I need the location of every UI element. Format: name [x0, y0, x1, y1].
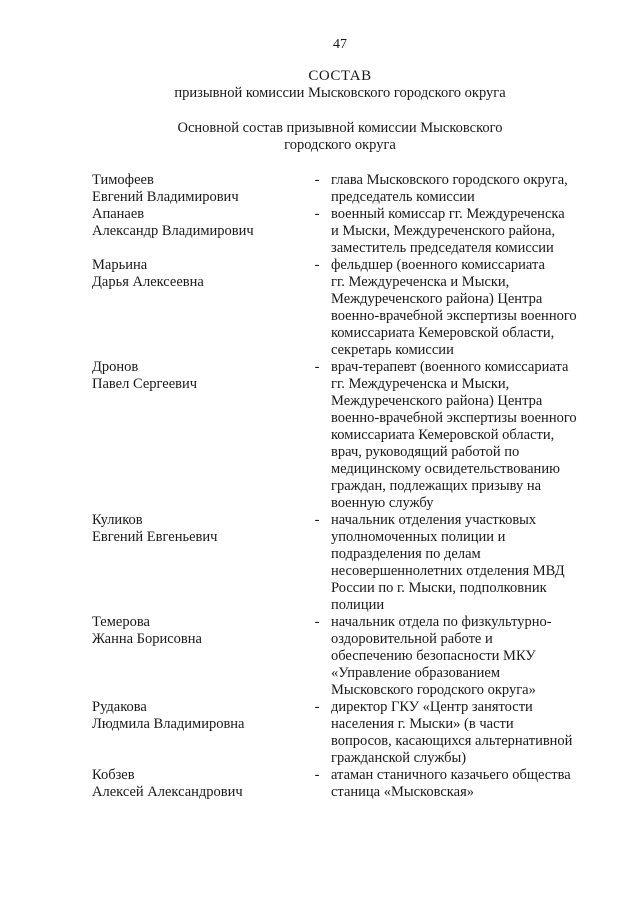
member-role-line: обеспечению безопасности МКУ — [331, 648, 536, 664]
commission-members-list — [92, 172, 612, 801]
member-role-line: Мысковского городского округа» — [331, 682, 536, 698]
member-role-line: военную службу — [331, 495, 434, 511]
member-role-line: полиции — [331, 597, 385, 613]
member-name-line: Марьина — [92, 257, 148, 273]
member-name — [92, 359, 307, 512]
member-role-line: «Управление образованием — [331, 665, 501, 681]
member-role-line: врач, руководящий работой по — [331, 444, 520, 460]
member-entry — [92, 172, 612, 206]
member-role — [327, 614, 612, 699]
member-name — [92, 206, 307, 257]
member-role — [327, 699, 612, 767]
dash-separator: - — [314, 206, 320, 222]
member-name — [92, 512, 307, 614]
member-role-line: гражданской службы) — [331, 750, 467, 766]
member-role — [327, 257, 612, 359]
page-number: 47 — [333, 37, 347, 52]
member-entry — [92, 206, 612, 257]
member-role-line: медицинскому освидетельствованию — [331, 461, 560, 477]
member-role-line: гг. Междуреченска и Мыски, — [331, 376, 510, 392]
member-role-line: комиссариата Кемеровской области, — [331, 325, 555, 341]
document-title: СОСТАВ — [308, 68, 372, 84]
member-name — [92, 767, 307, 801]
member-role-line: вопросов, касающихся альтернативной — [331, 733, 573, 749]
member-role-line: начальник отдела по физкультурно- — [331, 614, 552, 630]
member-role-line: комиссариата Кемеровской области, — [331, 427, 555, 443]
section-heading — [0, 120, 640, 154]
member-entry — [92, 359, 612, 512]
member-role-line: секретарь комиссии — [331, 342, 454, 358]
member-name-line: Дарья Алексеевна — [92, 274, 204, 290]
member-role-line: врач-терапевт (военного комиссариата — [331, 359, 569, 375]
member-name-line: Людмила Владимировна — [92, 716, 245, 732]
member-name-line: Дронов — [92, 359, 139, 375]
member-name — [92, 172, 307, 206]
member-name-line: Евгений Владимирович — [92, 189, 239, 205]
member-name — [92, 614, 307, 699]
member-role — [327, 172, 612, 206]
member-role — [327, 359, 612, 512]
member-role-line: гг. Междуреченска и Мыски, — [331, 274, 510, 290]
member-name-line: Павел Сергеевич — [92, 376, 198, 392]
member-role-line: станица «Мысковская» — [331, 784, 474, 800]
member-role-line: и Мыски, Междуреченского района, — [331, 223, 556, 239]
member-name-line: Темерова — [92, 614, 150, 630]
member-role-line: заместитель председателя комиссии — [331, 240, 554, 256]
member-role-line: начальник отделения участковых — [331, 512, 537, 528]
dash-separator: - — [314, 767, 320, 783]
member-name — [92, 699, 307, 767]
member-name-line: Тимофеев — [92, 172, 154, 188]
dash-separator: - — [314, 257, 320, 273]
dash-separator: - — [314, 699, 320, 715]
member-name-line: Апанаев — [92, 206, 145, 222]
member-name-line: Кобзев — [92, 767, 135, 783]
member-role-line: несовершеннолетних отделения МВД — [331, 563, 565, 579]
member-name-line: Александр Владимирович — [92, 223, 254, 239]
member-role-line: фельдшер (военного комиссариата — [331, 257, 545, 273]
section-heading-line: городского округа — [284, 137, 396, 153]
member-role-line: Междуреченского района) Центра — [331, 291, 543, 307]
member-role — [327, 767, 612, 801]
dash-separator: - — [314, 172, 320, 188]
member-name-line: Алексей Александрович — [92, 784, 243, 800]
member-role-line: военный комиссар гг. Междуреченска — [331, 206, 565, 222]
document-subtitle: призывной комиссии Мысковского городского округа — [174, 85, 506, 101]
member-role-line: глава Мысковского городского округа, — [331, 172, 568, 188]
member-entry — [92, 699, 612, 767]
member-role-line: председатель комиссии — [331, 189, 475, 205]
dash-separator: - — [314, 614, 320, 630]
member-entry — [92, 614, 612, 699]
member-entry — [92, 767, 612, 801]
member-role-line: граждан, подлежащих призыву на — [331, 478, 542, 494]
member-name-line: Жанна Борисовна — [92, 631, 202, 647]
member-entry — [92, 257, 612, 359]
member-entry — [92, 512, 612, 614]
member-role-line: военно-врачебной экспертизы военного — [331, 410, 577, 426]
member-role-line: директор ГКУ «Центр занятости — [331, 699, 533, 715]
member-role-line: оздоровительной работе и — [331, 631, 493, 647]
member-name-line: Рудакова — [92, 699, 147, 715]
member-role-line: населения г. Мыски» (в части — [331, 716, 514, 732]
member-name — [92, 257, 307, 359]
member-role-line: уполномоченных полиции и — [331, 529, 506, 545]
member-role — [327, 512, 612, 614]
dash-separator: - — [314, 512, 320, 528]
document-title-block — [0, 68, 640, 102]
member-role-line: военно-врачебной экспертизы военного — [331, 308, 577, 324]
member-role-line: России по г. Мыски, подполковник — [331, 580, 547, 596]
member-role-line: атаман станичного казачьего общества — [331, 767, 571, 783]
section-heading-line: Основной состав призывной комиссии Мысковского — [177, 120, 503, 136]
member-role — [327, 206, 612, 257]
member-role-line: подразделения по делам — [331, 546, 481, 562]
member-name-line: Евгений Евгеньевич — [92, 529, 218, 545]
dash-separator: - — [314, 359, 320, 375]
member-name-line: Куликов — [92, 512, 143, 528]
member-role-line: Междуреченского района) Центра — [331, 393, 543, 409]
